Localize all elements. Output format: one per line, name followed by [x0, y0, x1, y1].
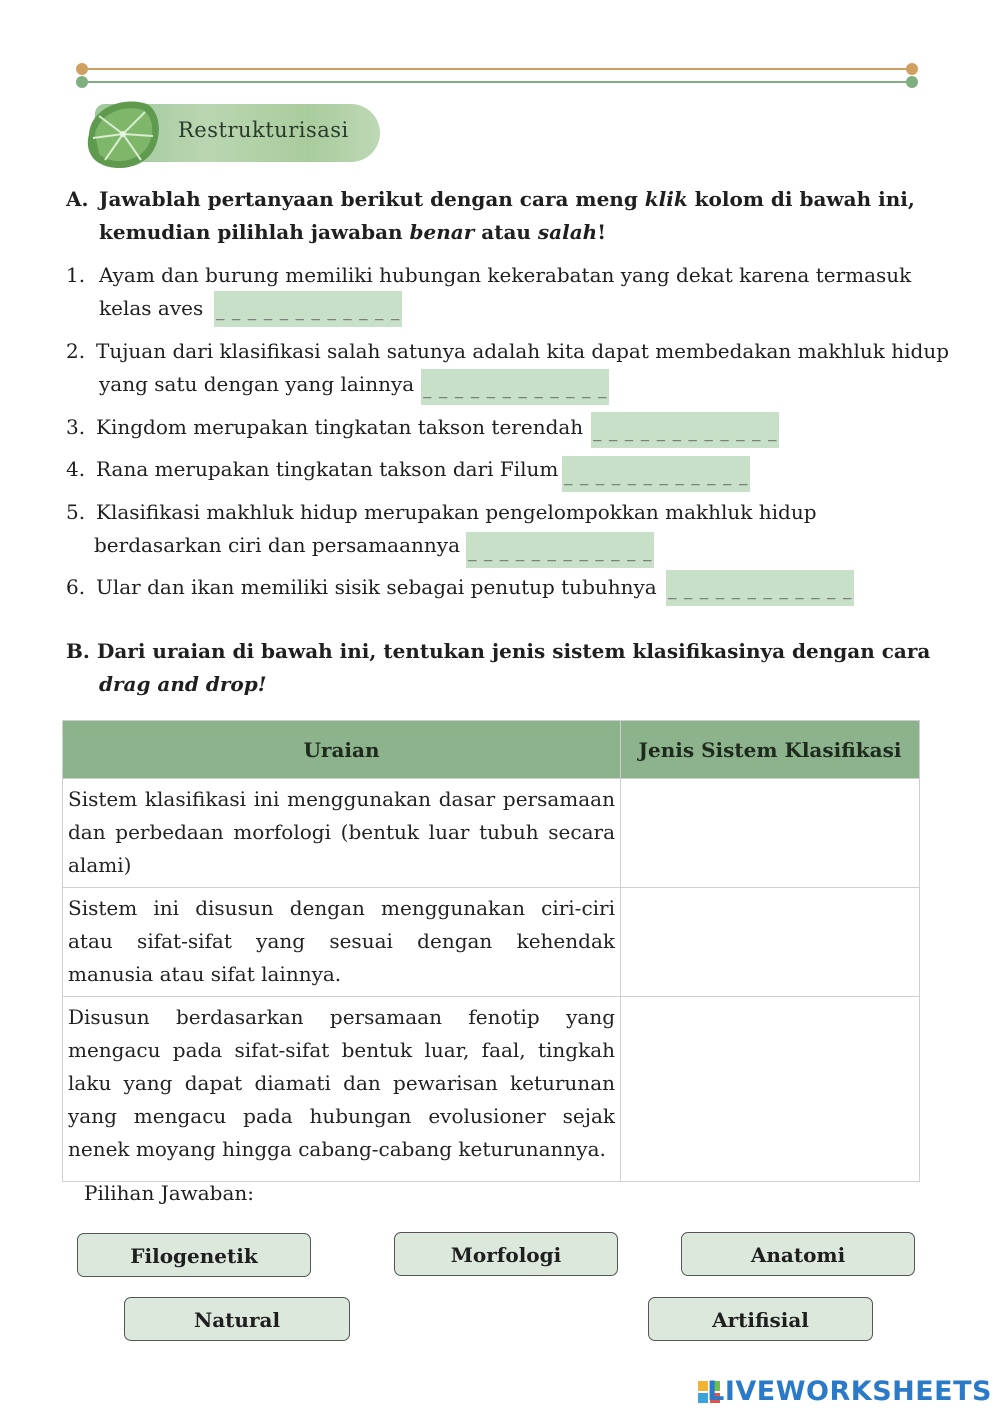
question-number: 1. [66, 263, 86, 287]
question-text: yang satu dengan yang lainnya [99, 372, 415, 396]
divider-dot [76, 76, 88, 88]
classification-table [62, 720, 920, 1182]
question-text: Tujuan dari klasifikasi salah satunya adalah kita dapat membedakan makhluk hidup [96, 339, 950, 363]
drop-zone-3[interactable] [621, 997, 920, 1182]
divider-dot [76, 63, 88, 75]
question-text: kelas aves [99, 296, 204, 320]
section-b-label: B. [66, 639, 90, 663]
choice-filogenetik[interactable]: Filogenetik [77, 1233, 311, 1277]
drop-zone-2[interactable] [621, 888, 920, 997]
divider-dot [906, 76, 918, 88]
section-a-instruction-line1: Jawablah pertanyaan berikut dengan cara meng klik kolom di bawah ini, [99, 187, 915, 211]
choice-morfologi[interactable]: Morfologi [394, 1232, 618, 1276]
question-number: 6. [66, 575, 86, 599]
question-number: 5. [66, 500, 86, 524]
drop-zone-1[interactable] [621, 779, 920, 888]
choice-anatomi[interactable]: Anatomi [681, 1232, 915, 1276]
section-b-instruction-line1: Dari uraian di bawah ini, tentukan jenis sistem klasifikasinya dengan cara [97, 639, 931, 663]
answer-blank-5[interactable]: _ _ _ _ _ _ _ _ _ _ _ _ [466, 532, 654, 568]
answer-blank-4[interactable]: _ _ _ _ _ _ _ _ _ _ _ _ [562, 456, 750, 492]
question-number: 3. [66, 415, 86, 439]
question-text: berdasarkan ciri dan persamaannya [94, 533, 461, 557]
answer-blank-2[interactable]: _ _ _ _ _ _ _ _ _ _ _ _ [421, 369, 609, 405]
question-number: 2. [66, 339, 86, 363]
banner-title: Restrukturisasi [178, 118, 349, 142]
table-row [63, 779, 920, 888]
top-divider-green [82, 81, 914, 83]
question-text: Klasifikasi makhluk hidup merupakan pengelompokkan makhluk hidup [96, 500, 817, 524]
description-cell: Sistem klasifikasi ini menggunakan dasar persamaan dan perbedaan morfologi (bentuk luar tubuh secara alami) [63, 779, 621, 888]
table-header-row [63, 721, 920, 779]
answer-blank-1[interactable]: _ _ _ _ _ _ _ _ _ _ _ _ [214, 291, 402, 327]
section-a-instruction-line2: kemudian pilihlah jawaban benar atau salah! [99, 220, 607, 244]
description-cell: Sistem ini disusun dengan menggunakan ciri-ciri atau sifat-sifat yang sesuai dengan kehendak manusia atau sifat lainnya. [63, 888, 621, 997]
question-text: Kingdom merupakan tingkatan takson terendah [96, 415, 584, 439]
table-row [63, 888, 920, 997]
question-text: Ayam dan burung memiliki hubungan kekerabatan yang dekat karena termasuk [99, 263, 912, 287]
answer-blank-3[interactable]: _ _ _ _ _ _ _ _ _ _ _ _ [591, 412, 779, 448]
question-text: Rana merupakan tingkatan takson dari Filum [96, 457, 559, 481]
question-text: Ular dan ikan memiliki sisik sebagai penutup tubuhnya [96, 575, 657, 599]
choice-natural[interactable]: Natural [124, 1297, 350, 1341]
table-row [63, 997, 920, 1182]
top-divider-gold [82, 68, 914, 70]
question-number: 4. [66, 457, 86, 481]
leaf-icon [83, 94, 165, 174]
choices-label: Pilihan Jawaban: [84, 1181, 255, 1205]
answer-blank-6[interactable]: _ _ _ _ _ _ _ _ _ _ _ _ [666, 570, 854, 606]
section-b-instruction-line2: drag and drop! [99, 672, 267, 696]
description-cell: Disusun berdasarkan persamaan fenotip yang mengacu pada sifat-sifat bentuk luar, faal, tingkah laku yang dapat diamati dan pewarisan keturunan yang mengacu pada hubungan evolusioner sejak nenek moyang hingga cabang-cabang keturunannya. [63, 997, 621, 1182]
liveworksheets-logo: LIVEWORKSHEETS [707, 1376, 992, 1407]
table-header-uraian: Uraian [63, 721, 621, 779]
table-header-jenis: Jenis Sistem Klasifikasi [621, 721, 920, 779]
section-a-label: A. [66, 187, 89, 211]
divider-dot [906, 63, 918, 75]
choice-artifisial[interactable]: Artifisial [648, 1297, 873, 1341]
